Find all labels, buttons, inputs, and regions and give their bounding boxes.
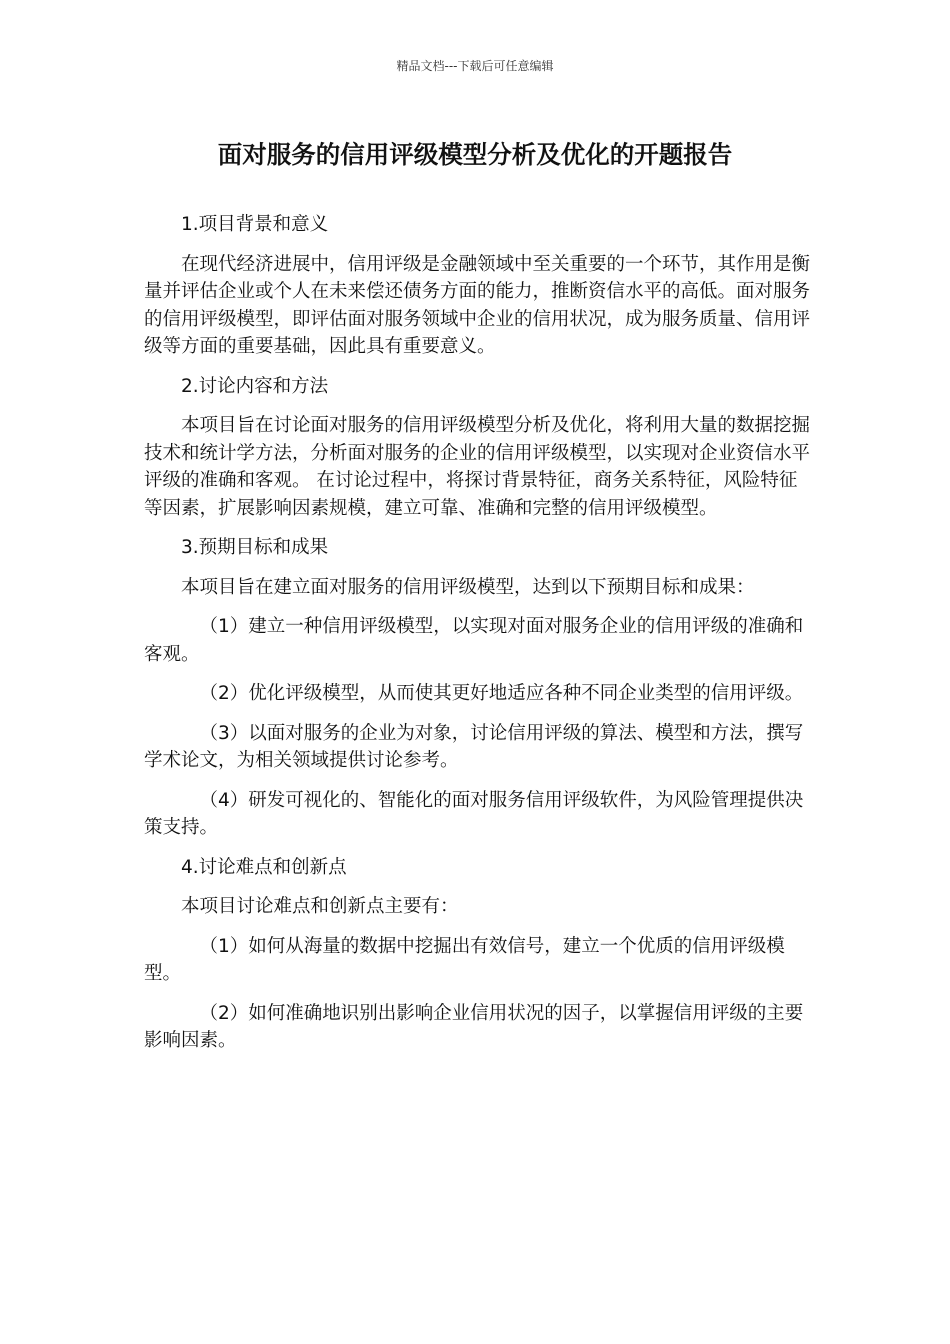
section-heading-background: 1.项目背景和意义: [181, 214, 329, 235]
document-body: [144, 211, 814, 1055]
list-item-goal-4: （4）研发可视化的、智能化的面对服务信用评级软件，为风险管理提供决策支持。: [144, 789, 804, 838]
paragraph-background: 在现代经济进展中，信用评级是金融领域中至关重要的一个环节，其作用是衡量并评估企业或个人在未来偿还债务方面的能力，推断资信水平的高低。面对服务的信用评级模型，即评估面对服务领域中企业的信用状况，成为服务质量、信用评级等方面的重要基础，因此具有重要意义。: [144, 253, 811, 357]
document-title: 面对服务的信用评级模型分析及优化的开题报告: [217, 140, 733, 169]
header-note: 精品文档---下载后可任意编辑: [396, 59, 554, 73]
paragraph-content-methods: 本项目旨在讨论面对服务的信用评级模型分析及优化，将利用大量的数据挖掘技术和统计学方法，分析面对服务的企业的信用评级模型，以实现对企业资信水平评级的准确和客观。 在讨论过程中，将探讨背景特征，商务关系特征，风险特征等因素，扩展影响因素规模，建立可靠、准确和完整的信用评级模型。: [144, 415, 811, 519]
section-heading-difficulties: 4.讨论难点和创新点: [181, 856, 347, 878]
list-item-goal-2: （2）优化评级模型，从而使其更好地适应各种不同企业类型的信用评级。: [199, 683, 804, 704]
list-item-difficulty-1: （1）如何从海量的数据中挖掘出有效信号，建立一个优质的信用评级模型。: [144, 935, 785, 984]
list-item-goal-3: （3）以面对服务的企业为对象，讨论信用评级的算法、模型和方法，撰写学术论文，为相关领域提供讨论参考。: [144, 722, 804, 771]
list-item-difficulty-2: （2）如何准确地识别出影响企业信用状况的因子，以掌握信用评级的主要影响因素。: [144, 1002, 804, 1051]
paragraph-goals-intro: 本项目旨在建立面对服务的信用评级模型，达到以下预期目标和成果：: [181, 576, 755, 598]
list-item-goal-1: （1）建立一种信用评级模型，以实现对面对服务企业的信用评级的准确和客观。: [144, 616, 804, 665]
section-heading-content-methods: 2.讨论内容和方法: [181, 375, 329, 397]
paragraph-difficulties-intro: 本项目讨论难点和创新点主要有：: [181, 896, 459, 917]
section-heading-goals: 3.预期目标和成果: [181, 537, 329, 558]
